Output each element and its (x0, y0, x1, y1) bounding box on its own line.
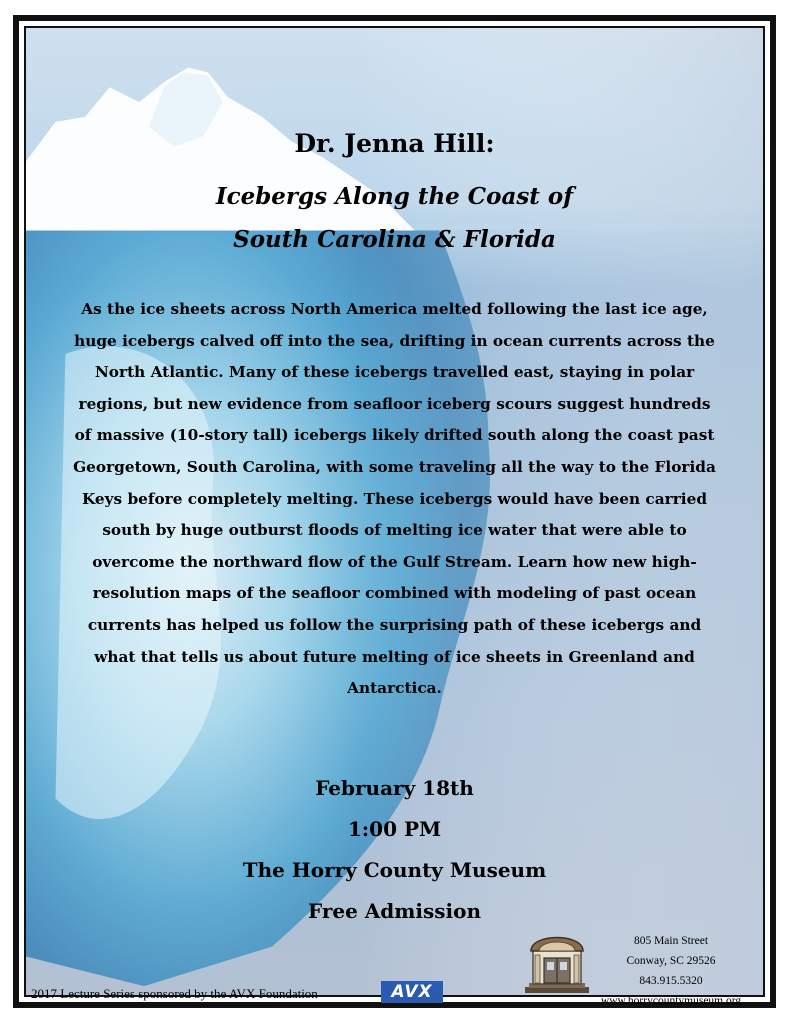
event-date: February 18th (315, 776, 474, 800)
speaker-title: Dr. Jenna Hill: (294, 129, 495, 158)
phone-number: 843.915.5320 (639, 975, 703, 987)
museum-building-icon (523, 925, 591, 995)
address-street: 805 Main Street (633, 935, 709, 947)
avx-logo: AVX (381, 981, 443, 1003)
lecture-title-line1: Icebergs Along the Coast of (215, 183, 574, 210)
lecture-description: As the ice sheets across North America melted following the last ice age, huge icebergs calved off into the sea, drifting in ocean currents across the North Atlantic. Many of these icebergs travelled east, staying in polar regions, but new evidence from seafloor iceberg scours suggest hundreds of massive (10-story tall) icebergs likely drifted south along the coast past Georgetown, South Carolina, with some traveling all the way to the Florida Keys before completely melting. These icebergs would have been carried south by huge outburst floods of melting ice water that were able to overcome the northward flow of the Gulf Stream. Learn how new high-resolution maps of the seafloor combined with modeling of past ocean currents has helped us follow the surprising path of these icebergs and what that tells us about future melting of ice sheets in Greenland and Antarctica. (73, 300, 716, 698)
event-admission: Free Admission (307, 899, 482, 923)
lecture-title-line2: South Carolina & Florida (233, 226, 556, 253)
poster-frame (13, 15, 776, 1008)
address-city: Conway, SC 29526 (626, 955, 716, 967)
museum-contact (591, 931, 751, 1011)
poster-inner-frame (24, 26, 765, 1007)
event-time: 1:00 PM (347, 817, 442, 841)
sponsor-text: 2017 Lecture Series sponsored by the AVX Foundation (31, 986, 318, 1001)
website-url: www.horrycountymuseum.org (600, 995, 742, 1007)
lecture-title (26, 175, 763, 261)
event-venue: The Horry County Museum (242, 858, 547, 882)
poster-content (26, 28, 763, 1007)
event-details (26, 768, 763, 932)
